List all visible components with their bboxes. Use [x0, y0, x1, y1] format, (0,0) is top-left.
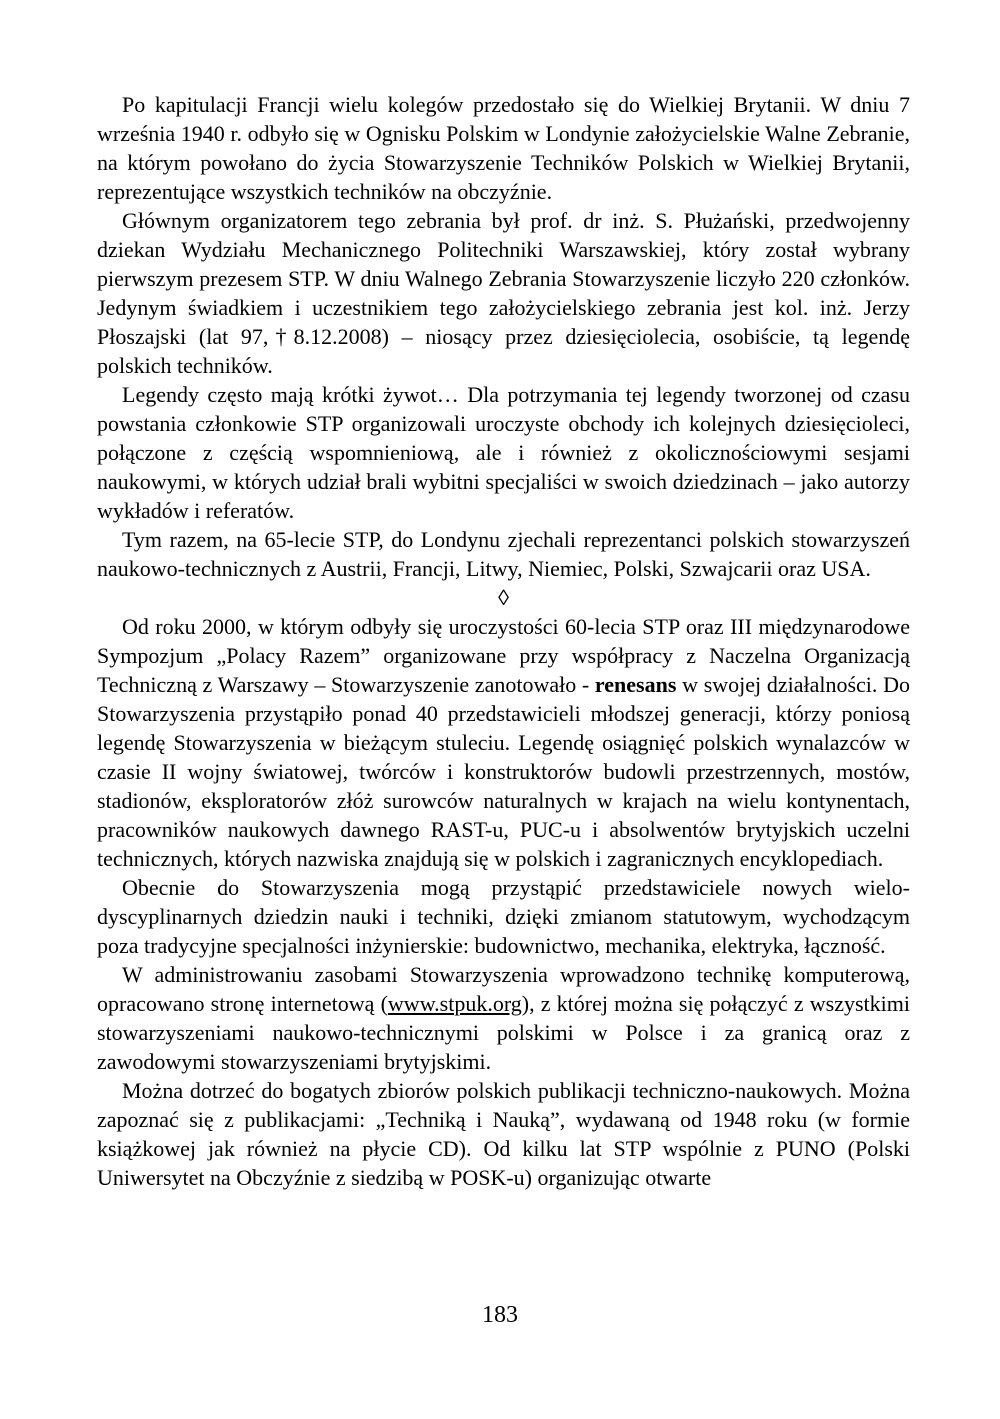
text-run: Tym razem, na 65-lecie STP, do Londynu zjechali reprezentanci polskich stowarzyszeń naukowo-technicznych z Austrii, Francji, Litwy, Niemiec, Polski, Szwajcarii oraz USA.: [97, 527, 910, 581]
website-url-link[interactable]: www.stpuk.org: [387, 991, 522, 1016]
text-run: Obecnie do Stowarzyszenia mogą przystąpić przedstawiciele nowych wielo-dyscyplinarnych dziedzin nauki i techniki, dzięki zmianom statutowym, wychodzącym poza tradycyjne specjalności inżynierskie: budownictwo, mechanika, elektryka, łączność.: [97, 875, 910, 958]
text-run: ), z której można się połączyć z wszystkimi stowarzyszeniami naukowo-technicznymi polskimi w Polsce i za granicą oraz z zawodowymi stowarzyszeniami brytyjskimi.: [97, 991, 910, 1074]
text-run: Można dotrzeć do bogatych zbiorów polskich publikacji techniczno-naukowych. Można zapoznać się z publikacjami: „Techniką i Nauką”, wydawaną od 1948 roku (w formie książkowej jak również na płycie CD). Od kilku lat STP wspólnie z PUNO (Polski Uniwersytet na Obczyźnie z siedzibą w POSK-u) organizując otwarte: [97, 1078, 910, 1190]
paragraph: [97, 1076, 910, 1192]
paragraph: [97, 206, 910, 380]
paragraph: [97, 960, 910, 1076]
diamond-glyph: ◊: [498, 585, 509, 610]
section-divider: [97, 583, 910, 612]
paragraph: [97, 873, 910, 960]
text-column: [97, 90, 910, 1192]
paragraph: [97, 612, 910, 873]
text-run: Legendy często mają krótki żywot… Dla potrzymania tej legendy tworzonej od czasu powstania członkowie STP organizowali uroczyste obchody ich kolejnych dziesięcioleci, połączone z częścią wspomnieniową, ale i również z okolicznościowymi sesjami naukowymi, w których udział brali wybitni specjaliści w swoich dziedzinach – jako autorzy wykładów i referatów.: [97, 382, 910, 523]
bold-text-run: renesans: [594, 672, 677, 697]
paragraph: [97, 380, 910, 525]
text-run: Głównym organizatorem tego zebrania był prof. dr inż. S. Płużański, przedwojenny dziekan Wydziału Mechanicznego Politechniki Warszawskiej, który został wybrany pierwszym prezesem STP. W dniu Walnego Zebrania Stowarzyszenie liczyło 220 członków. Jedynym świadkiem i uczestnikiem tego założycielskiego zebrania jest kol. inż. Jerzy Płoszajski (lat 97,†8.12.2008) – niosący przez dziesięciolecia, osobiście, tą legendę polskich techników.: [97, 208, 910, 378]
paragraph: [97, 525, 910, 583]
text-run: Od roku 2000, w którym odbyły się uroczystości 60-lecia STP oraz III międzynarodowe Sympozjum „Polacy Razem” organizowane przy współpracy z Naczelna Organizacją Techniczną z Warszawy – Stowarzyszenie zanotowało -: [97, 614, 910, 697]
text-run: W administrowaniu zasobami Stowarzyszenia wprowadzono technikę komputerową, opracowano stronę internetową (: [97, 962, 910, 1016]
text-run: Po kapitulacji Francji wielu kolegów przedostało się do Wielkiej Brytanii. W dniu 7 września 1940 r. odbyło się w Ognisku Polskim w Londynie założycielskie Walne Zebranie, na którym powołano do życia Stowarzyszenie Techników Polskich w Wielkiej Brytanii, reprezentujące wszystkich techników na obczyźnie.: [97, 92, 910, 204]
paragraph: [97, 90, 910, 206]
text-run: w swojej działalności. Do Stowarzyszenia przystąpiło ponad 40 przedstawicieli młodszej generacji, którzy poniosą legendę Stowarzyszenia w bieżącym stuleciu. Legendę osiągnięć polskich wynalazców w czasie II wojny światowej, twórców i konstruktorów budowli przestrzennych, mostów, stadionów, eksploratorów złóż surowców naturalnych w krajach na wielu kontynentach, pracowników naukowych dawnego RAST-u, PUC-u i absolwentów brytyjskich uczelni technicznych, których nazwiska znajdują się w polskich i zagranicznych encyklopediach.: [97, 672, 910, 871]
page-number: 183: [482, 1302, 518, 1328]
